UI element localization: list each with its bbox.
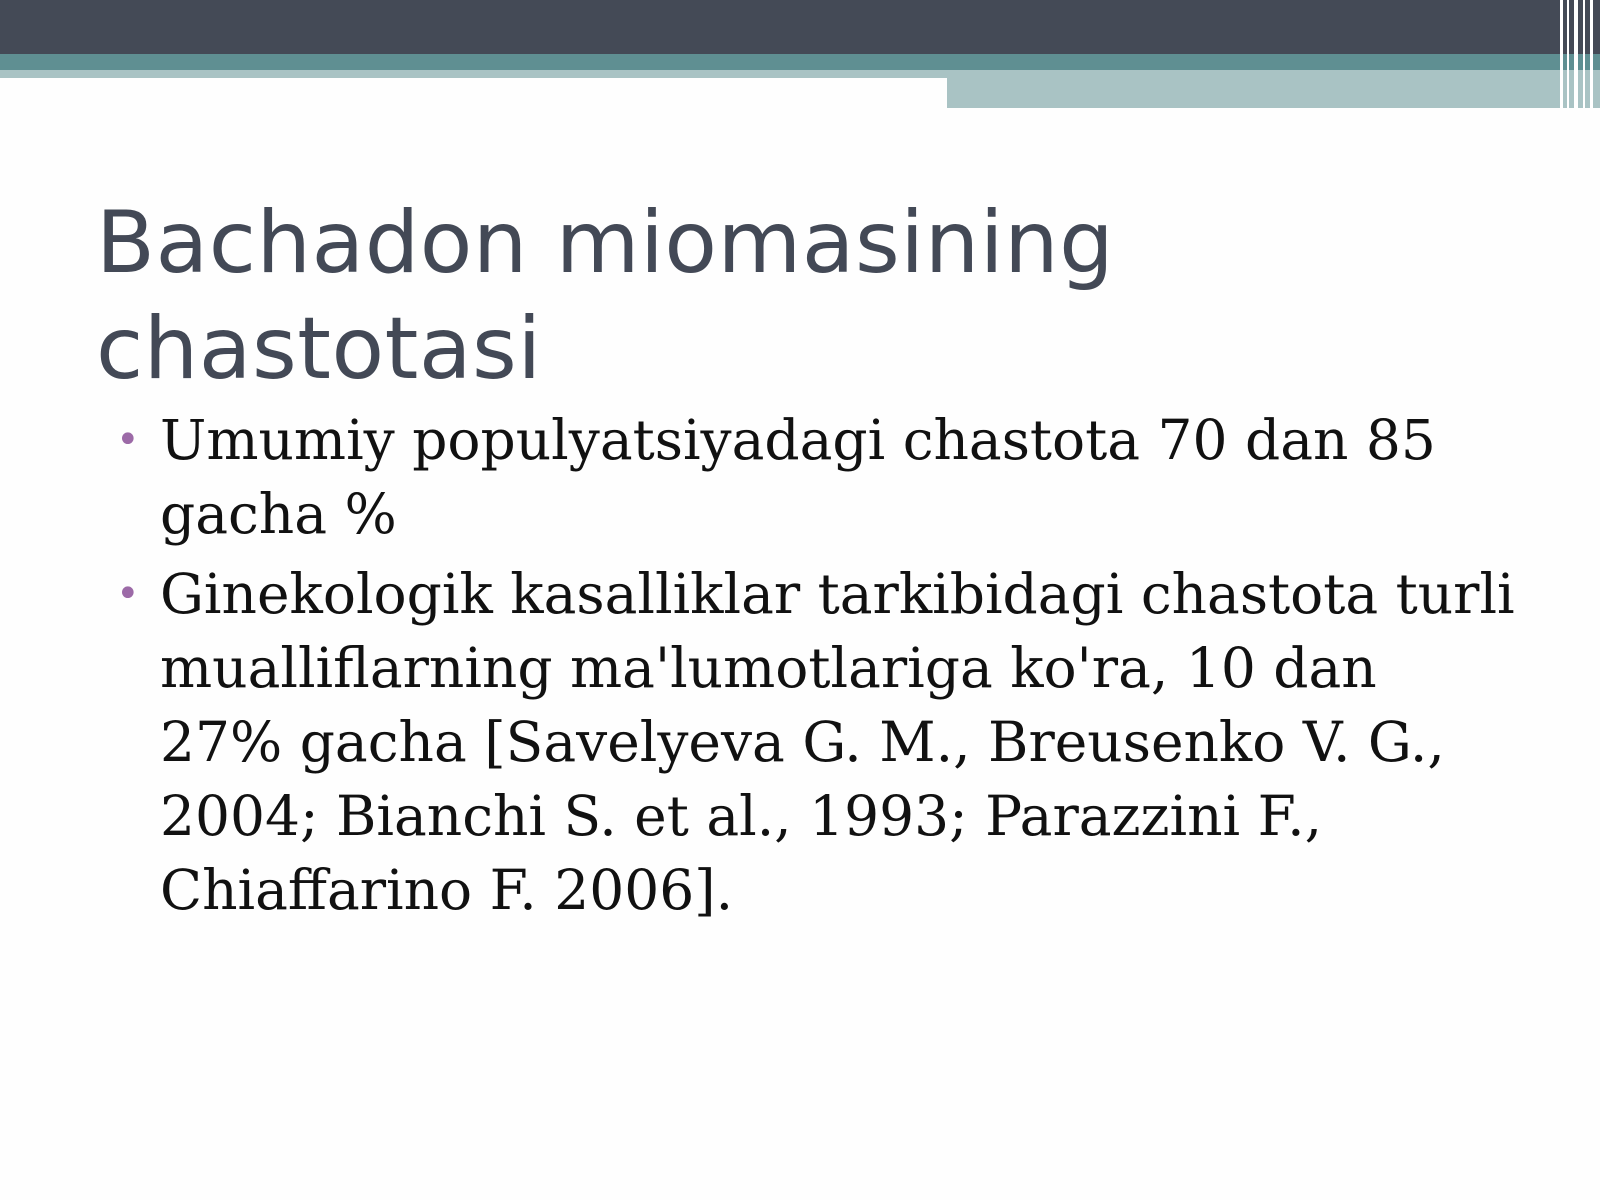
header-dark-bar [0,0,1600,54]
header-stripe-decoration [1552,0,1600,108]
bullet-item [116,557,1516,927]
header-light-strip [0,70,947,78]
bullet-text: Umumiy populyatsiyadagi chastota 70 dan 85 gacha % [160,408,1436,546]
slide-title: Bachadon miomasining chastotasi [96,193,1115,399]
bullet-icon: • [116,417,140,463]
bullet-text: Ginekologik kasalliklar tarkibidagi chastota turli mualliflarning ma'lumotlariga ko'ra, 10 dan 27% gacha [Savelyeva G. M., Breusenko V. G., 2004; Bianchi S. et al., 1993; Parazzini F., Chiaffarino F. 2006]. [160,562,1515,922]
header-teal-strip [0,54,1600,70]
bullet-item [116,403,1516,551]
bullet-icon: • [116,571,140,617]
header-light-block [947,70,1600,108]
bullet-list [116,403,1516,927]
